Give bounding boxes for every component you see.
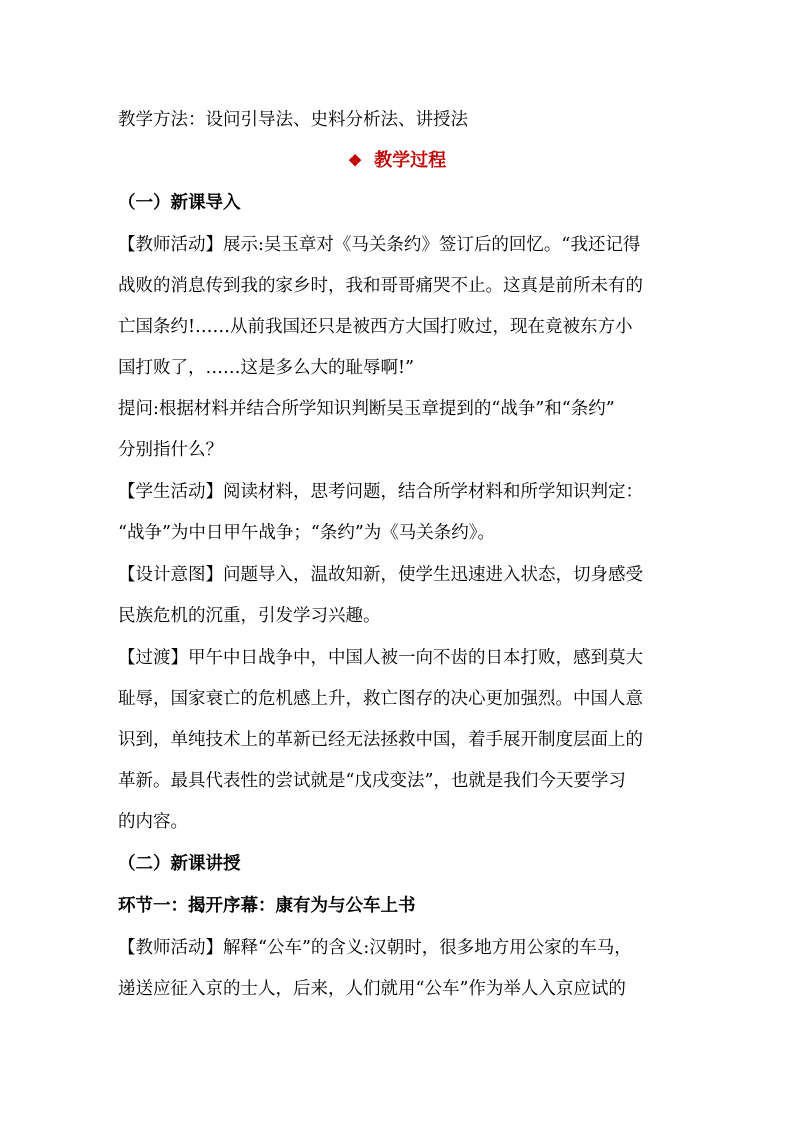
design-intent-1 bbox=[118, 564, 676, 627]
paragraph-line: 【学生活动】阅读材料，思考问题，结合所学材料和所学知识判定： bbox=[118, 482, 643, 502]
paragraph-line: 【教师活动】展示:吴玉章对《马关条约》签订后的回忆。“我还记得 bbox=[118, 235, 641, 255]
paragraph-line: 革新。最具代表性的尝试就是“戊戌变法”，也就是我们今天要学习 bbox=[118, 771, 626, 791]
paragraph-line: “战争”为中日甲午战争；“条约”为《马关条约》。 bbox=[118, 523, 496, 543]
process-heading-title: 教学过程 bbox=[374, 150, 447, 171]
paragraph-line: 亡国条约!……从前我国还只是被西方大国打败过，现在竟被东方小 bbox=[118, 317, 633, 337]
paragraph-line: 【设计意图】问题导入，温故知新，使学生迅速进入状态，切身感受 bbox=[118, 565, 643, 585]
paragraph-line: 战败的消息传到我的家乡时，我和哥哥痛哭不止。这真是前所未有的 bbox=[118, 276, 643, 296]
transition-paragraph bbox=[118, 647, 676, 833]
paragraph-line: 【教师活动】解释“公车”的含义:汉朝时，很多地方用公家的车马， bbox=[118, 938, 632, 958]
paragraph-line: 国打败了，……这是多么大的耻辱啊!” bbox=[118, 358, 414, 378]
paragraph-line: 识到，单纯技术上的革新已经无法拯救中国，着手展开制度层面上的 bbox=[118, 730, 643, 750]
paragraph-line: 分别指什么？ bbox=[118, 440, 223, 460]
link-one-heading: 环节一：揭开序幕：康有为与公车上书 bbox=[118, 896, 416, 916]
teacher-activity-1 bbox=[118, 234, 676, 379]
section-new-lesson-teaching: （二）新课讲授 bbox=[118, 854, 241, 874]
paragraph-line: 递送应征入京的士人，后来，人们就用“公车”作为举人入京应试的 bbox=[118, 979, 626, 999]
process-heading bbox=[118, 150, 676, 172]
paragraph-line: 提问:根据材料并结合所学知识判断吴玉章提到的“战争”和“条约” bbox=[118, 399, 615, 419]
diamond-bullet-icon: ❖ bbox=[347, 151, 363, 170]
section-new-lesson-intro: （一）新课导入 bbox=[118, 193, 241, 213]
paragraph-line: 耻辱，国家衰亡的危机感上升，救亡图存的决心更加强烈。中国人意 bbox=[118, 689, 643, 709]
paragraph-line: 的内容。 bbox=[118, 812, 188, 832]
teacher-activity-2 bbox=[118, 937, 676, 1000]
question-paragraph bbox=[118, 398, 676, 461]
student-activity-1 bbox=[118, 481, 676, 544]
paragraph-line: 【过渡】甲午中日战争中，中国人被一向不齿的日本打败，感到莫大 bbox=[118, 648, 643, 668]
teaching-methods: 教学方法：设问引导法、史料分析法、讲授法 bbox=[118, 110, 468, 130]
paragraph-line: 民族危机的沉重，引发学习兴趣。 bbox=[118, 606, 381, 626]
